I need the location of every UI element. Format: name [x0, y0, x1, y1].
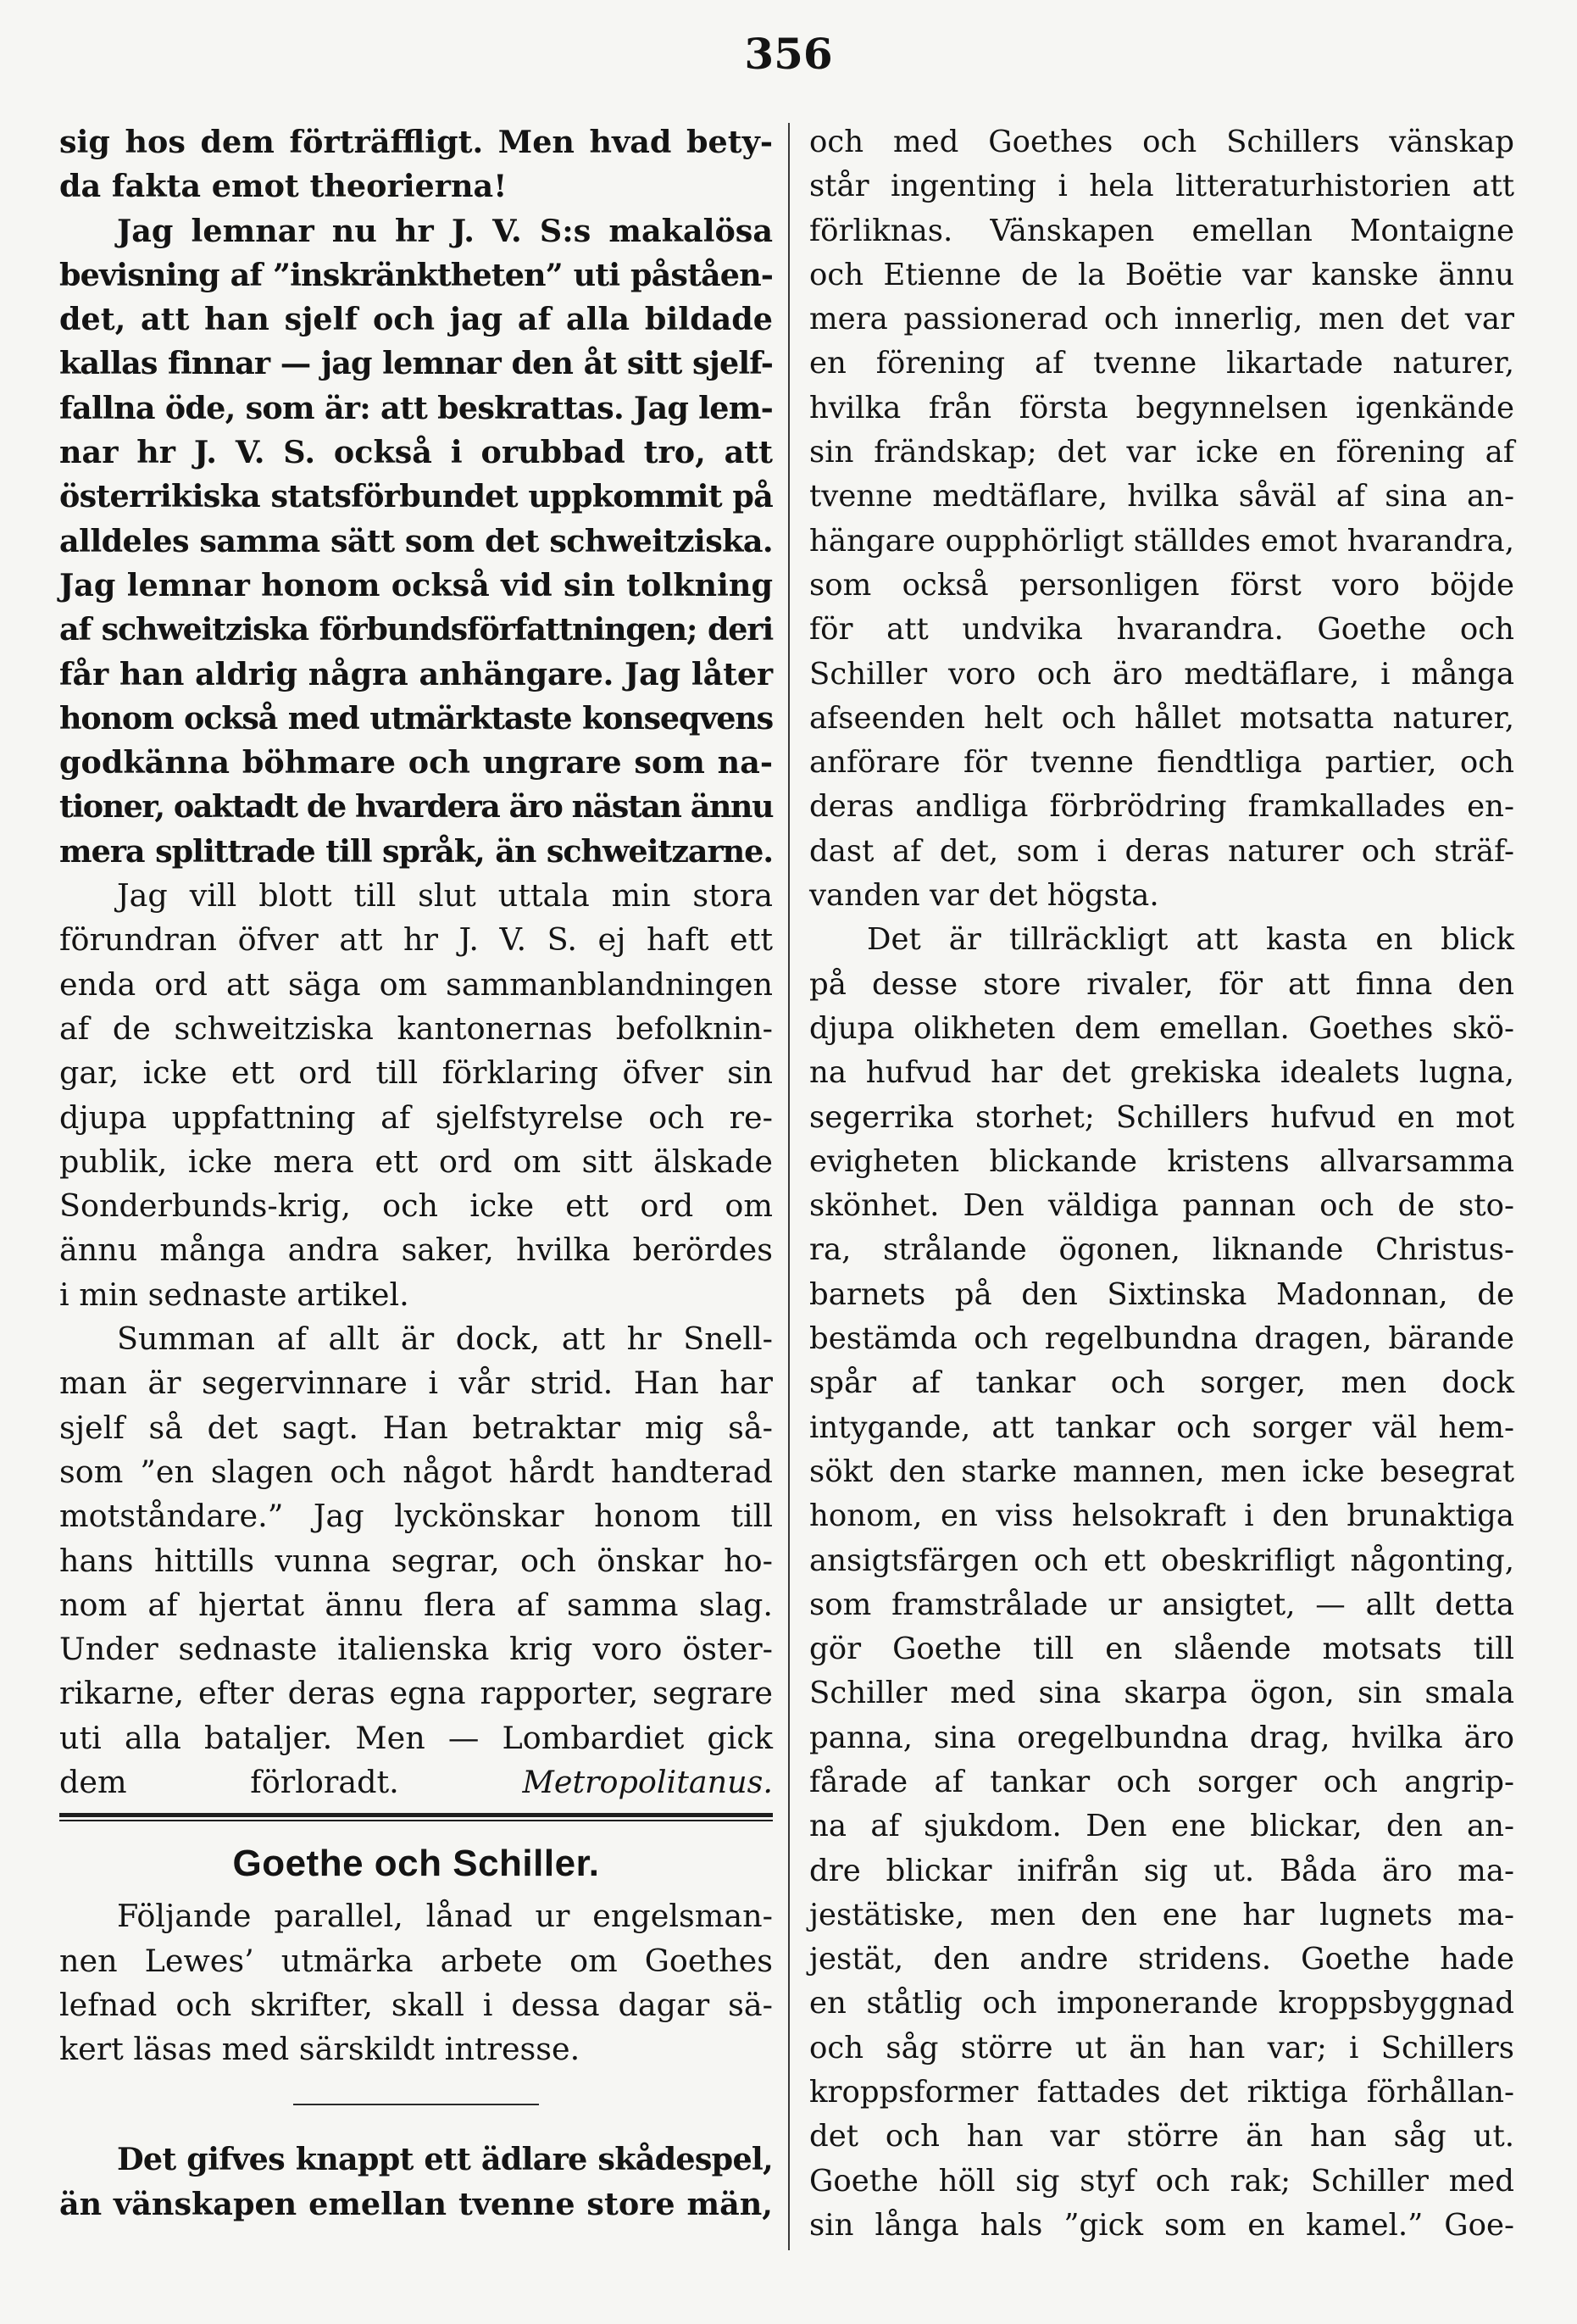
- text-line: af schweitziska förbundsförfattningen; deri: [59, 611, 773, 648]
- text-line: för att undvika hvarandra. Goethe och: [809, 612, 1514, 648]
- text-line: får han aldrig några anhängare. Jag låter: [59, 655, 773, 692]
- text-line: publik, icke mera ett ord om sitt älskade: [59, 1143, 773, 1180]
- text-line: fårade af tankar och sorger och angrip-: [809, 1764, 1514, 1799]
- divider-thick-rule: [59, 1813, 773, 1817]
- text-line: gar, icke ett ord till förklaring öfver sin: [59, 1054, 773, 1092]
- text-line: Jag vill blott till slut uttala min stora: [117, 877, 773, 915]
- closing-text: dem förloradt.: [59, 1763, 399, 1800]
- text-line: som också personligen först voro böjde: [809, 567, 1514, 603]
- text-line: vanden var det högsta.: [809, 878, 1159, 914]
- text-line: Jag lemnar honom också vid sin tolkning: [59, 566, 773, 603]
- paragraph-continuation: [59, 120, 773, 209]
- text-line: och Etienne de la Boëtie var kanske ännu: [809, 257, 1514, 292]
- text-line: och med Goethes och Schillers vänskap: [809, 125, 1514, 159]
- text-line: en förening af tvenne likartade naturer,: [809, 346, 1514, 381]
- text-line: lefnad och skrifter, skall i dessa dagar sä-: [59, 1986, 773, 2023]
- text-line: skönhet. Den väldiga pannan och de sto-: [809, 1188, 1514, 1224]
- text-line: Det gifves knappt ett ädlare skådespel,: [117, 2141, 773, 2178]
- text-line: som ”en slagen och något hårdt handterad: [59, 1453, 773, 1490]
- text-line: förliknas. Vänskapen emellan Montaigne: [809, 213, 1514, 248]
- text-line: deras andliga förbrödring framkallades en-: [809, 789, 1514, 825]
- text-line: mera splittrade till språk, än schweitzarne.: [59, 832, 773, 870]
- text-line: enda ord att säga om sammanblandningen: [59, 965, 773, 1003]
- text-line: sjelf så det sagt. Han betraktar mig så-: [59, 1409, 773, 1446]
- text-line: sig hos dem förträffligt. Men hvad bety-: [59, 124, 773, 160]
- text-line: godkänna böhmare och ungrare som na-: [59, 744, 773, 781]
- left-column: [59, 120, 773, 2290]
- text-line: bestämda och regelbundna dragen, bärande: [809, 1321, 1514, 1357]
- text-line: kallas finnar — jag lemnar den åt sitt sjelf-: [59, 345, 773, 382]
- text-line: Schiller voro och äro medtäflare, i många: [809, 656, 1514, 692]
- text-line: na hufvud har det grekiska idealets lugna,: [809, 1055, 1514, 1091]
- column-divider: [788, 123, 790, 2250]
- text-line: da fakta emot theorierna!: [59, 168, 508, 205]
- text-line: gör Goethe till en slående motsats till: [809, 1632, 1514, 1667]
- text-line: afseenden helt och hållet motsatta naturer,: [809, 700, 1514, 736]
- text-line: man är segervinnare i vår strid. Han har: [59, 1365, 773, 1402]
- text-line: Under sednaste italienska krig voro öster-: [59, 1631, 773, 1668]
- text-line: spår af tankar och sorger, men dock: [809, 1365, 1514, 1401]
- text-line: nom af hjertat ännu flera af samma slag.: [59, 1586, 773, 1623]
- text-line: djupa olikheten dem emellan. Goethes skö-: [809, 1010, 1514, 1046]
- right-column: [809, 120, 1514, 2290]
- text-line: i min sednaste artikel.: [59, 1276, 409, 1313]
- text-line: det, att han sjelf och jag af alla bildade: [59, 301, 773, 338]
- text-line: nen Lewes’ utmärka arbete om Goethes: [59, 1942, 773, 1979]
- text-line: barnets på den Sixtinska Madonnan, de: [809, 1276, 1514, 1312]
- text-line: jestätiske, men den ene har lugnets ma-: [809, 1897, 1514, 1932]
- divider-thin-rule: [59, 1820, 773, 1821]
- text-line: det och han var större än han såg ut.: [809, 2119, 1514, 2154]
- text-line: fallna öde, som är: att beskrattas. Jag lem-: [59, 389, 773, 426]
- text-line: ännu många andra saker, hvilka berördes: [59, 1231, 773, 1269]
- paragraph: [59, 209, 773, 874]
- text-line: sin långa hals ”gick som en kamel.” Goe-: [809, 2207, 1514, 2243]
- text-line: på desse store rivaler, för att finna den: [809, 966, 1514, 1002]
- text-line: hvilka från första begynnelsen igenkände: [809, 390, 1514, 425]
- closing-line: [59, 1760, 773, 1804]
- text-line: bevisning af ”inskränktheten” uti påståen-: [59, 256, 773, 293]
- text-line: panna, sina oregelbundna drag, hvilka äro: [809, 1720, 1514, 1755]
- text-line: alldeles samma sätt som det schweitziska.: [59, 522, 773, 559]
- article-paragraph: [59, 2138, 773, 2227]
- intro-paragraph: [59, 1894, 773, 2071]
- text-line: Summan af allt är dock, att hr Snell-: [117, 1320, 773, 1358]
- text-line: Det är tillräckligt att kasta en blick: [867, 922, 1514, 958]
- paragraph: [809, 120, 1514, 918]
- text-line: segerrika storhet; Schillers hufvud en mot: [809, 1099, 1514, 1135]
- text-line: än vänskapen emellan tvenne store män,: [59, 2185, 773, 2222]
- text-line: Goethe höll sig styf och rak; Schiller med: [809, 2163, 1514, 2199]
- text-line: Jag lemnar nu hr J. V. S:s makalösa: [117, 212, 773, 249]
- page-number: 356: [744, 29, 833, 79]
- section-divider: [59, 1810, 773, 1825]
- text-line: en ståtlig och imponerande kroppsbyggnad: [809, 1986, 1514, 2021]
- text-line: och såg större ut än han var; i Schillers: [809, 2030, 1514, 2065]
- text-line: tvenne medtäflare, hvilka såväl af sina an-: [809, 479, 1514, 514]
- text-line: tioner, oaktadt de hvardera äro nästan ännu: [59, 788, 773, 826]
- text-line: österrikiska statsförbundet uppkommit på: [59, 478, 773, 515]
- short-divider: [293, 2104, 539, 2105]
- text-line: anförare för tvenne fiendtliga partier, och: [809, 745, 1514, 781]
- text-line: mera passionerad och innerlig, men det var: [809, 302, 1514, 337]
- text-line: honom också med utmärktaste konseqvens: [59, 699, 773, 737]
- text-line: rikarne, efter deras egna rapporter, segrare: [59, 1675, 773, 1712]
- text-line: dre blickar inifrån sig ut. Båda äro ma-: [809, 1853, 1514, 1888]
- text-line: ra, strålande ögonen, liknande Christus-: [809, 1232, 1514, 1268]
- text-line: af de schweitziska kantonernas befolknin-: [59, 1009, 773, 1047]
- text-line: djupa uppfattning af sjelfstyrelse och re-: [59, 1098, 773, 1136]
- text-line: sökt den starke mannen, men icke besegrat: [809, 1454, 1514, 1489]
- text-line: na af sjukdom. Den ene blickar, den an-: [809, 1809, 1514, 1844]
- text-line: jestät, den andre stridens. Goethe hade: [809, 1942, 1514, 1977]
- paragraph: [59, 874, 773, 1317]
- text-line: hängare oupphörligt ställdes emot hvarandra,: [809, 523, 1514, 559]
- text-line: sin frändskap; det var icke en förening af: [809, 435, 1514, 470]
- section-title: Goethe och Schiller.: [232, 1843, 600, 1885]
- text-line: uti alla bataljer. Men — Lombardiet gick: [59, 1719, 773, 1756]
- text-line: ansigtsfärgen och ett obeskrifligt någonting,: [809, 1543, 1514, 1578]
- text-line: står ingenting i hela litteraturhistorien att: [809, 169, 1514, 204]
- text-line: nar hr J. V. S. också i orubbad tro, att: [59, 434, 773, 471]
- text-line: Schiller med sina skarpa ögon, sin smala: [809, 1676, 1514, 1711]
- text-line: honom, en viss helsokraft i den brunaktiga: [809, 1498, 1514, 1534]
- paragraph: [809, 918, 1514, 2248]
- text-line: som framstrålade ur ansigtet, — allt detta: [809, 1587, 1514, 1622]
- text-line: evigheten blickande kristens allvarsamma: [809, 1143, 1514, 1179]
- text-line: kert läsas med särskildt intresse.: [59, 2031, 580, 2068]
- author-signature: Metropolitanus.: [522, 1763, 773, 1800]
- paragraph: [59, 1317, 773, 1804]
- text-line: Följande parallel, lånad ur engelsman-: [117, 1898, 773, 1935]
- text-line: förundran öfver att hr J. V. S. ej haft ett: [59, 921, 773, 959]
- text-line: motståndare.” Jag lyckönskar honom till: [59, 1498, 773, 1535]
- text-line: intygande, att tankar och sorger väl hem-: [809, 1409, 1514, 1445]
- text-line: hans hittills vunna segrar, och önskar ho-: [59, 1542, 773, 1579]
- text-line: kroppsformer fattades det riktiga förhållan-: [809, 2075, 1514, 2110]
- text-line: Sonderbunds-krig, och icke ett ord om: [59, 1187, 773, 1225]
- text-line: dast af det, som i deras naturer och sträf-: [809, 833, 1514, 869]
